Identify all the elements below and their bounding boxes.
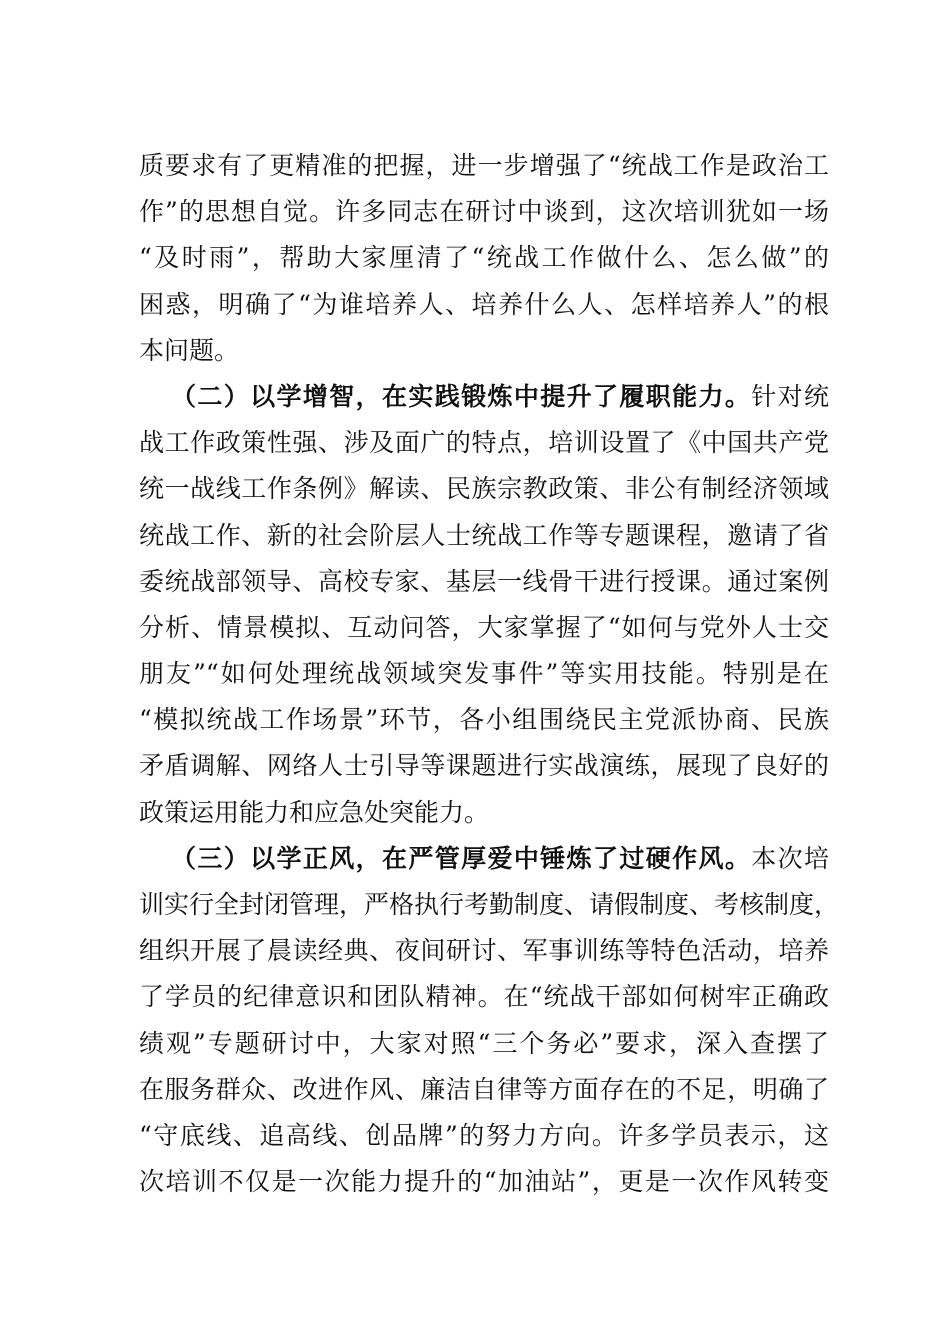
- text-line: “模拟统战工作场景”环节，各小组围绕民主党派协商、民族: [139, 705, 829, 735]
- text-line: 矛盾调解、网络人士引导等课题进行实战演练，展现了良好的: [139, 751, 829, 781]
- text-line: 政策运用能力和应急处突能力。: [139, 797, 490, 827]
- text-line: 战工作政策性强、涉及面广的特点，培训设置了《中国共产党: [139, 428, 829, 458]
- text-line: 了学员的纪律意识和团队精神。在“统战干部如何树牢正确政: [139, 982, 829, 1012]
- body-text: [139, 143, 840, 1205]
- text-line: [139, 374, 829, 420]
- section-heading: （二）以学增智，在实践锻炼中提升了履职能力。: [171, 381, 752, 411]
- text-run: 针对统: [751, 381, 829, 411]
- text-line: 统战工作、新的社会阶层人士统战工作等专题课程，邀请了省: [139, 520, 829, 550]
- text-line: “及时雨”，帮助大家厘清了“统战工作做什么、怎么做”的: [139, 243, 829, 273]
- text-line: 委统战部领导、高校专家、基层一线骨干进行授课。通过案例: [139, 566, 829, 596]
- paragraph-3: [139, 836, 840, 1206]
- paragraph-2: [139, 374, 829, 836]
- text-line: 训实行全封闭管理，严格执行考勤制度、请假制度、考核制度，: [139, 890, 840, 919]
- text-line: 朋友”“如何处理统战领域突发事件”等实用技能。特别是在: [139, 659, 829, 689]
- text-line: 本问题。: [139, 335, 240, 365]
- text-line: 次培训不仅是一次能力提升的“加油站”，更是一次作风转变: [139, 1167, 829, 1197]
- text-line: 质要求有了更精准的把握，进一步增强了“统战工作是政治工: [139, 151, 829, 180]
- text-line: 困惑，明确了“为谁培养人、培养什么人、怎样培养人”的根: [139, 289, 829, 319]
- text-line: 统一战线工作条例》解读、民族宗教政策、非公有制经济领域: [139, 474, 829, 504]
- text-run: 本次培: [751, 843, 829, 873]
- text-line: 作”的思想自觉。许多同志在研讨中谈到，这次培训犹如一场: [139, 197, 829, 227]
- text-line: 在服务群众、改进作风、廉洁自律等方面存在的不足，明确了: [139, 1074, 829, 1104]
- text-line: 组织开展了晨读经典、夜间研讨、军事训练等特色活动，培养: [139, 936, 829, 966]
- section-heading: （三）以学正风，在严管厚爱中锤炼了过硬作风。: [171, 843, 752, 873]
- text-line: [139, 836, 829, 882]
- text-line: 分析、情景模拟、互动问答，大家掌握了“如何与党外人士交: [139, 612, 829, 642]
- text-line: 绩观”专题研讨中，大家对照“三个务必”要求，深入查摆了: [139, 1028, 829, 1058]
- paragraph-1: [139, 143, 829, 374]
- text-line: “守底线、追高线、创品牌”的努力方向。许多学员表示，这: [139, 1120, 829, 1150]
